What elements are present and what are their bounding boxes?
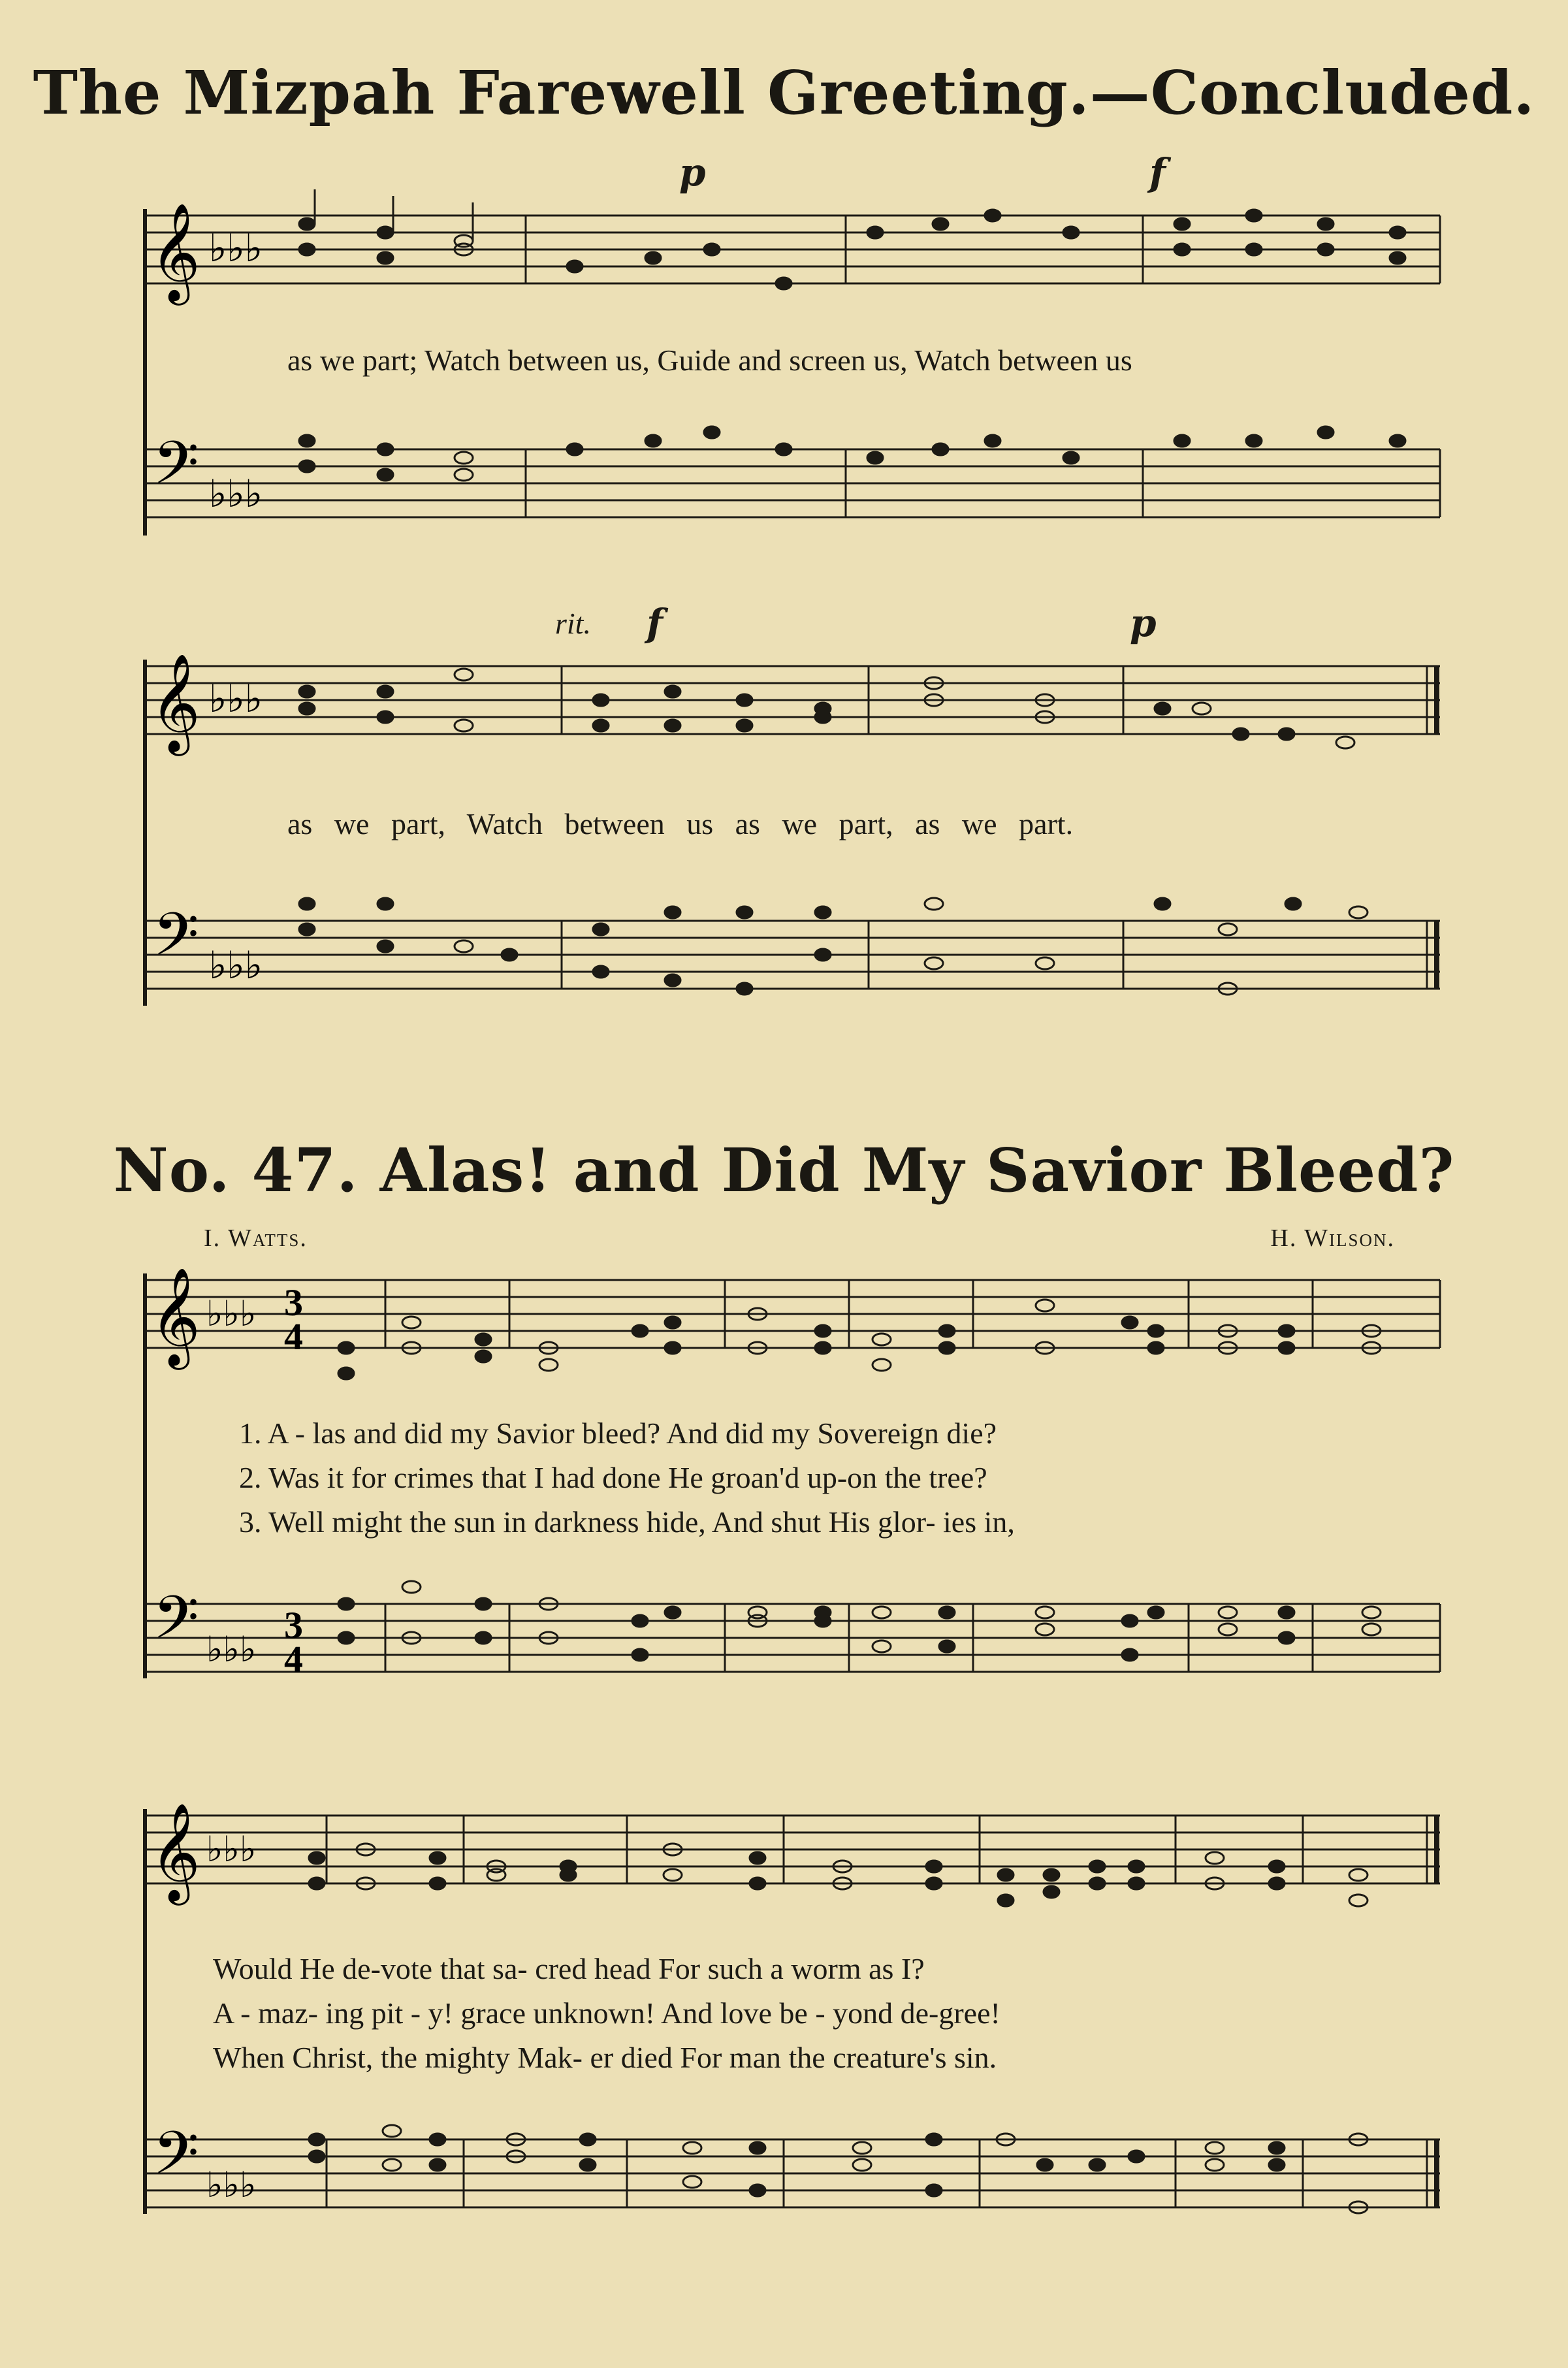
key-signature-bass: ♭♭♭ xyxy=(206,2164,257,2205)
page-title: The Mizpah Farewell Greeting.—Concluded. xyxy=(33,57,1535,128)
treble-staff xyxy=(145,1280,1440,1348)
bass-staff xyxy=(145,2139,1440,2207)
treble-staff xyxy=(145,666,1440,734)
treble-clef-icon: 𝄞 xyxy=(150,652,200,752)
key-signature-treble: ♭♭♭ xyxy=(209,677,263,721)
bass-clef-icon: 𝄢 xyxy=(153,1583,199,1667)
music-system-4 xyxy=(131,1789,1450,2233)
dynamic-forte: f xyxy=(1149,150,1166,195)
ritardando-marking: rit. xyxy=(555,607,591,640)
notes-treble xyxy=(299,669,1354,748)
time-signature-treble: 3 xyxy=(284,1281,303,1324)
dynamic-forte: f xyxy=(647,601,663,645)
treble-clef-icon: 𝄞 xyxy=(150,1802,200,1901)
verse-3-line-2: When Christ, the mighty Mak- er died For man the creature's sin. xyxy=(213,2041,997,2074)
notes-treble xyxy=(338,1300,1381,1379)
dynamic-piano: p xyxy=(679,150,706,195)
lyric-line: as we part; Watch between us, Guide and screen us, Watch between us xyxy=(287,344,1132,377)
notes-bass xyxy=(309,2125,1368,2213)
notes-bass xyxy=(299,426,1405,481)
verse-1-line-2: Would He de-vote that sa- cred head For such a worm as I? xyxy=(213,1952,925,1985)
hymn-title: No. 47. Alas! and Did My Savior Bleed? xyxy=(113,1135,1455,1206)
key-signature-bass: ♭♭♭ xyxy=(206,1629,257,1670)
bass-clef-icon: 𝄢 xyxy=(153,428,199,512)
music-system-3 xyxy=(131,1254,1450,1698)
key-signature-treble: ♭♭♭ xyxy=(206,1829,257,1870)
notes-treble xyxy=(309,1844,1368,1906)
bass-clef-icon: 𝄢 xyxy=(153,2119,199,2202)
verse-3-line-1: 3. Well might the sun in darkness hide, And shut His glor- ies in, xyxy=(239,1505,1015,1539)
time-signature-bass: 4 xyxy=(284,1638,303,1680)
dynamic-piano: p xyxy=(1130,601,1157,645)
key-signature-treble: ♭♭♭ xyxy=(206,1293,257,1334)
verse-2-line-1: 2. Was it for crimes that I had done He groan'd up-on the tree? xyxy=(239,1461,987,1494)
time-signature-bass: 3 xyxy=(284,1604,303,1646)
key-signature-bass: ♭♭♭ xyxy=(209,943,263,987)
treble-staff xyxy=(145,1816,1440,1883)
treble-clef-icon: 𝄞 xyxy=(150,202,200,301)
time-signature-treble: 4 xyxy=(284,1315,303,1358)
notes-treble xyxy=(299,189,1405,289)
verse-2-line-2: A - maz- ing pit - y! grace unknown! And love be - yond de-gree! xyxy=(213,1996,1000,2030)
key-signature-bass: ♭♭♭ xyxy=(209,472,263,516)
treble-clef-icon: 𝄞 xyxy=(150,1266,200,1366)
composer-credit: H. Wilson. xyxy=(1270,1224,1395,1252)
music-system-1 xyxy=(131,150,1450,555)
bass-staff xyxy=(145,921,1440,989)
verse-1-line-1: 1. A - las and did my Savior bleed? And did my Sovereign die? xyxy=(239,1416,997,1450)
bass-staff xyxy=(145,449,1440,517)
key-signature-treble: ♭♭♭ xyxy=(209,226,263,270)
lyricist-credit: I. Watts. xyxy=(204,1224,308,1252)
bass-clef-icon: 𝄢 xyxy=(153,900,199,984)
notes-bass xyxy=(299,898,1368,995)
lyric-line: as we part, Watch between us as we part, as we part. xyxy=(287,807,1074,840)
music-system-2 xyxy=(131,601,1450,1032)
